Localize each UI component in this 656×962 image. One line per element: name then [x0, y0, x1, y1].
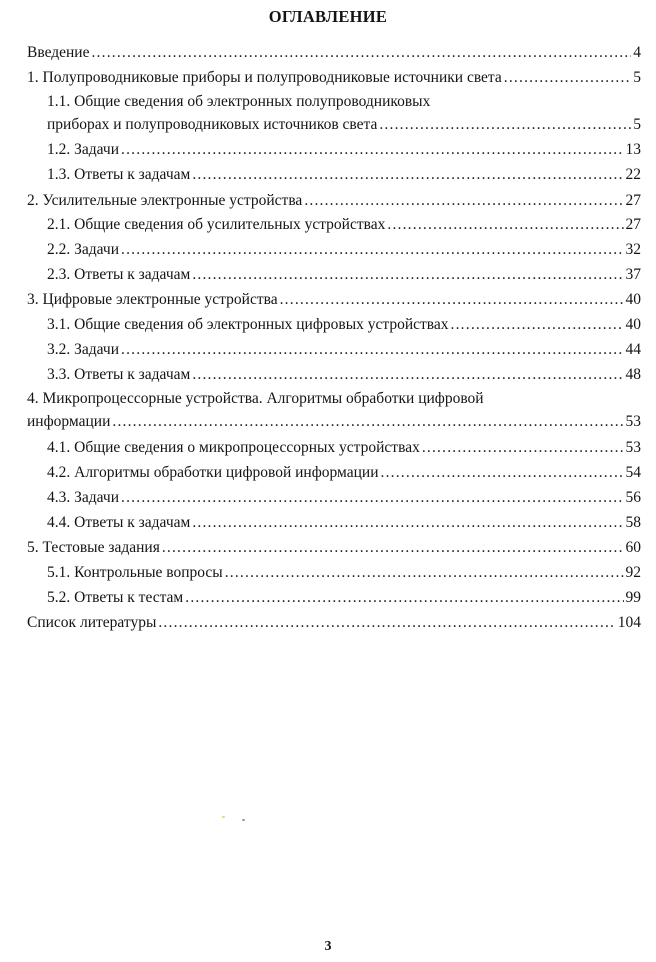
toc-entry-page: 60 — [625, 539, 641, 556]
toc-entry-label-line1: 1.1. Общие сведения об электронных полупроводниковых — [47, 93, 431, 110]
leader-dots — [304, 192, 623, 210]
toc-entry-label: 4.3. Задачи — [47, 489, 120, 506]
leader-dots — [422, 439, 624, 457]
toc-entry-label-line1: 4. Микропроцессорные устройства. Алгоритмы обработки цифровой — [27, 390, 484, 407]
toc-entry-label: Список литературы — [27, 614, 157, 631]
toc-entry-page: 27 — [625, 216, 641, 233]
toc-entry-label: 2.1. Общие сведения об усилительных устройствах — [47, 216, 386, 233]
toc-entry[interactable] — [47, 366, 641, 384]
toc-entry-label: 3.2. Задачи — [47, 341, 120, 358]
toc-entry-page: 92 — [625, 564, 641, 581]
toc-entry[interactable] — [47, 489, 641, 507]
toc-entry[interactable] — [47, 266, 641, 284]
toc-entry[interactable] — [47, 116, 641, 134]
toc-entry-page: 5 — [633, 69, 641, 86]
toc-entry-page: 53 — [625, 413, 641, 430]
toc-entry-page: 32 — [625, 241, 641, 258]
toc-entry-page: 104 — [617, 614, 641, 631]
toc-entry[interactable] — [47, 464, 641, 482]
toc-entry-label: 3. Цифровые электронные устройства — [27, 291, 278, 308]
toc-entry-label: информации — [27, 413, 111, 430]
toc-entry-label: 5.1. Контрольные вопросы — [47, 564, 223, 581]
toc-entry[interactable] — [27, 291, 641, 309]
toc-entry[interactable] — [47, 241, 641, 259]
leader-dots — [121, 141, 623, 159]
page-number: 3 — [324, 939, 332, 954]
toc-entry[interactable] — [47, 216, 641, 234]
leader-dots — [387, 216, 623, 234]
toc-entry-label: 2. Усилительные электронные устройства — [27, 192, 303, 209]
toc-entry[interactable] — [27, 539, 641, 557]
toc-entry[interactable] — [27, 192, 641, 210]
toc-entry[interactable] — [47, 141, 641, 159]
toc-entry-page: 58 — [625, 514, 641, 531]
toc-entry-label: 5.2. Ответы к тестам — [47, 589, 184, 606]
toc-entry[interactable] — [27, 413, 641, 431]
toc-entry[interactable] — [47, 439, 641, 457]
leader-dots — [280, 291, 624, 309]
toc-entry[interactable] — [47, 316, 641, 334]
toc-entry[interactable] — [27, 44, 641, 62]
leader-dots — [121, 341, 623, 359]
toc-entry-page: 27 — [625, 192, 641, 209]
toc-entry-page: 54 — [625, 464, 641, 481]
toc-entry-label: 3.1. Общие сведения об электронных цифровых устройствах — [47, 316, 449, 333]
leader-dots — [504, 69, 631, 87]
toc-entry-page: 99 — [625, 589, 641, 606]
toc-entry[interactable] — [47, 564, 641, 582]
leader-dots — [192, 366, 623, 384]
toc-entry[interactable] — [47, 589, 641, 607]
toc-entry-page: 40 — [625, 291, 641, 308]
toc-entry-label: 4.2. Алгоритмы обработки цифровой информации — [47, 464, 379, 481]
toc-entry-page: 13 — [625, 141, 641, 158]
leader-dots — [112, 413, 623, 431]
leader-dots — [162, 539, 624, 557]
toc-entry[interactable] — [47, 341, 641, 359]
toc-entry-label: 1.2. Задачи — [47, 141, 120, 158]
leader-dots — [121, 241, 623, 259]
toc-entry-page: 22 — [625, 166, 641, 183]
toc-entry-page: 48 — [625, 366, 641, 383]
toc-entry-page: 4 — [633, 44, 641, 61]
toc-entry-page: 37 — [625, 266, 641, 283]
toc-entry-label: 1. Полупроводниковые приборы и полупроводниковые источники света — [27, 69, 502, 86]
leader-dots — [192, 266, 623, 284]
toc-entry[interactable] — [27, 69, 641, 87]
leader-dots — [381, 464, 624, 482]
toc-entry-label: приборах и полупроводниковых источников света — [47, 116, 378, 133]
leader-dots — [451, 316, 624, 334]
leader-dots — [91, 44, 631, 62]
leader-dots — [379, 116, 631, 134]
toc-entry-page: 5 — [633, 116, 641, 133]
leader-dots — [185, 589, 623, 607]
leader-dots — [225, 564, 624, 582]
toc-entry-page: 44 — [625, 341, 641, 358]
toc-entry-label: 4.1. Общие сведения о микропроцессорных устройствах — [47, 439, 420, 456]
toc-entry[interactable] — [27, 614, 641, 632]
toc-entry-page: 53 — [625, 439, 641, 456]
toc-title: ОГЛАВЛЕНИЕ — [268, 7, 388, 26]
leader-dots — [192, 514, 623, 532]
toc-entry-page: 40 — [625, 316, 641, 333]
leader-dots — [158, 614, 615, 632]
toc-entry-page: 56 — [625, 489, 641, 506]
toc-entry-label: 2.3. Ответы к задачам — [47, 266, 191, 283]
toc-entry-label: 1.3. Ответы к задачам — [47, 166, 191, 183]
toc-entry-label: 5. Тестовые задания — [27, 539, 160, 556]
toc-entry-label: 3.3. Ответы к задачам — [47, 366, 191, 383]
toc-entry-label: 2.2. Задачи — [47, 241, 120, 258]
toc-entry-label: 4.4. Ответы к задачам — [47, 514, 191, 531]
toc-entry-label: Введение — [27, 44, 90, 61]
leader-dots — [192, 166, 623, 184]
toc-entry[interactable] — [47, 514, 641, 532]
toc-entry[interactable] — [47, 166, 641, 184]
leader-dots — [121, 489, 623, 507]
